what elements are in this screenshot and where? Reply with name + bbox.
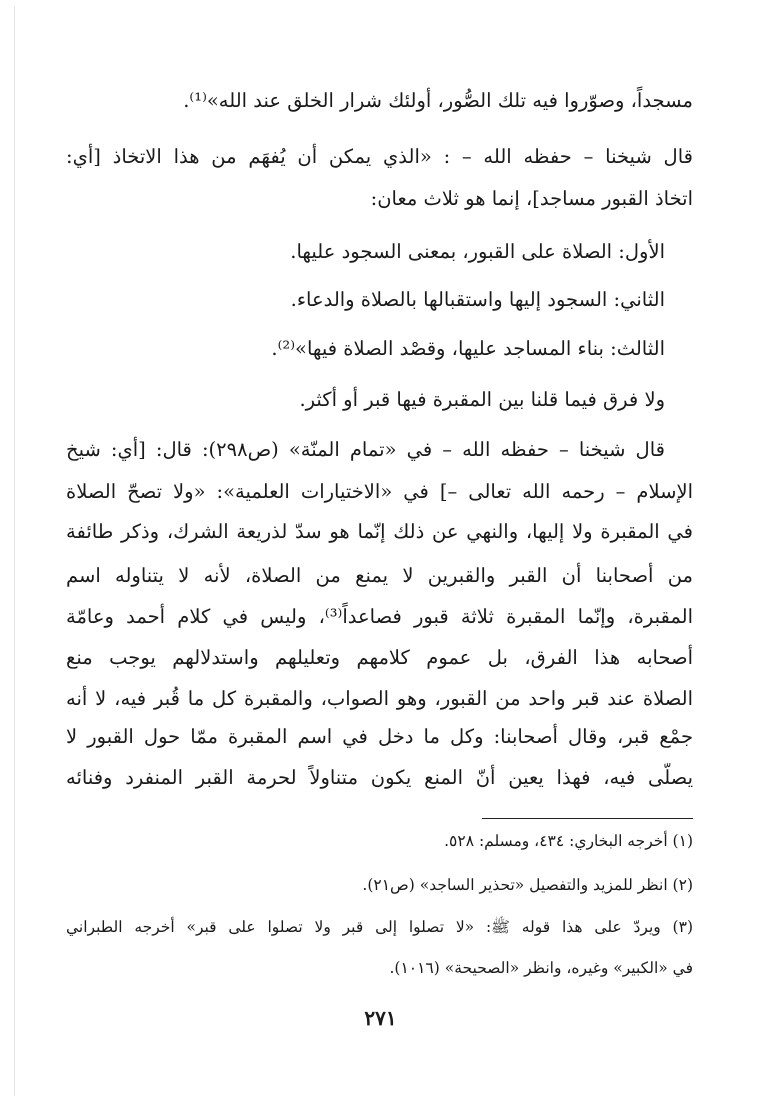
body-line-4: الأول: الصلاة على القبور، بمعنى السجود عليها. — [290, 240, 665, 263]
body-line-1: مسجداً، وصوّروا فيه تلك الصُّور، أولئك شرار الخلق عند الله»⁽¹⁾. — [183, 89, 693, 112]
page-number: ٢٧١ — [364, 1006, 397, 1030]
body-line-2: قال شيخنا – حفظه الله – : «الذي يمكن أن يُفهَم من هذا الاتخاذ [أي: — [66, 145, 693, 168]
body-line-12: المقبرة، وإنّما المقبرة ثلاثة قبور فصاعداً⁽³⁾، وليس في كلام أحمد وعامّة — [66, 605, 693, 628]
footnote-separator — [482, 818, 693, 819]
footnote-3-line-1: (٣) ويردّ على هذا قوله ﷺ: «لا تصلوا إلى قبر ولا تصلوا على قبر» أخرجه الطبراني — [66, 918, 693, 936]
footnote-1: (١) أخرجه البخاري: ٤٣٤، ومسلم: ٥٢٨. — [444, 832, 693, 850]
body-line-9: الإسلام – رحمه الله تعالى –] في «الاختيارات العلمية»: «ولا تصحّ الصلاة — [66, 480, 693, 503]
body-line-15: جمْع قبر، وقال أصحابنا: وكل ما دخل في اسم المقبرة ممّا حول القبور لا — [66, 725, 693, 748]
footnote-2: (٢) انظر للمزيد والتفصيل «تحذير الساجد» (ص٢١). — [362, 876, 693, 894]
body-line-8: قال شيخنا – حفظه الله – في «تمام المنّة» (ص٢٩٨): قال: [أي: شيخ — [66, 438, 665, 461]
body-line-16: يصلّى فيه، فهذا يعين أنّ المنع يكون متناولاً لحرمة القبر المنفرد وفنائه — [66, 766, 693, 789]
body-line-13: أصحابه هذا الفرق، بل عموم كلامهم وتعليلهم واستدلالهم يوجب منع — [66, 646, 693, 669]
body-line-5: الثاني: السجود إليها واستقبالها بالصلاة والدعاء. — [290, 288, 665, 311]
footnote-3-line-2: في «الكبير» وغيره، وانظر «الصحيحة» (١٠١٦). — [389, 959, 693, 977]
body-line-11: من أصحابنا أن القبر والقبرين لا يمنع من الصلاة، لأنه لا يتناوله اسم — [66, 564, 693, 587]
body-line-6: الثالث: بناء المساجد عليها، وقصْد الصلاة فيها»⁽²⁾. — [271, 337, 665, 360]
body-line-3: اتخاذ القبور مساجد]، إنما هو ثلاث معان: — [370, 187, 693, 210]
body-line-14: الصلاة عند قبر واحد من القبور، وهو الصواب، والمقبرة كل ما قُبر فيه، لا أنه — [66, 687, 693, 710]
body-line-10: في المقبرة ولا إليها، والنهي عن ذلك إنّما هو سدّ لذريعة الشرك، وذكر طائفة — [66, 520, 693, 543]
page-edge-shadow — [14, 6, 15, 1096]
body-line-7: ولا فرق فيما قلنا بين المقبرة فيها قبر أو أكثر. — [299, 388, 665, 411]
